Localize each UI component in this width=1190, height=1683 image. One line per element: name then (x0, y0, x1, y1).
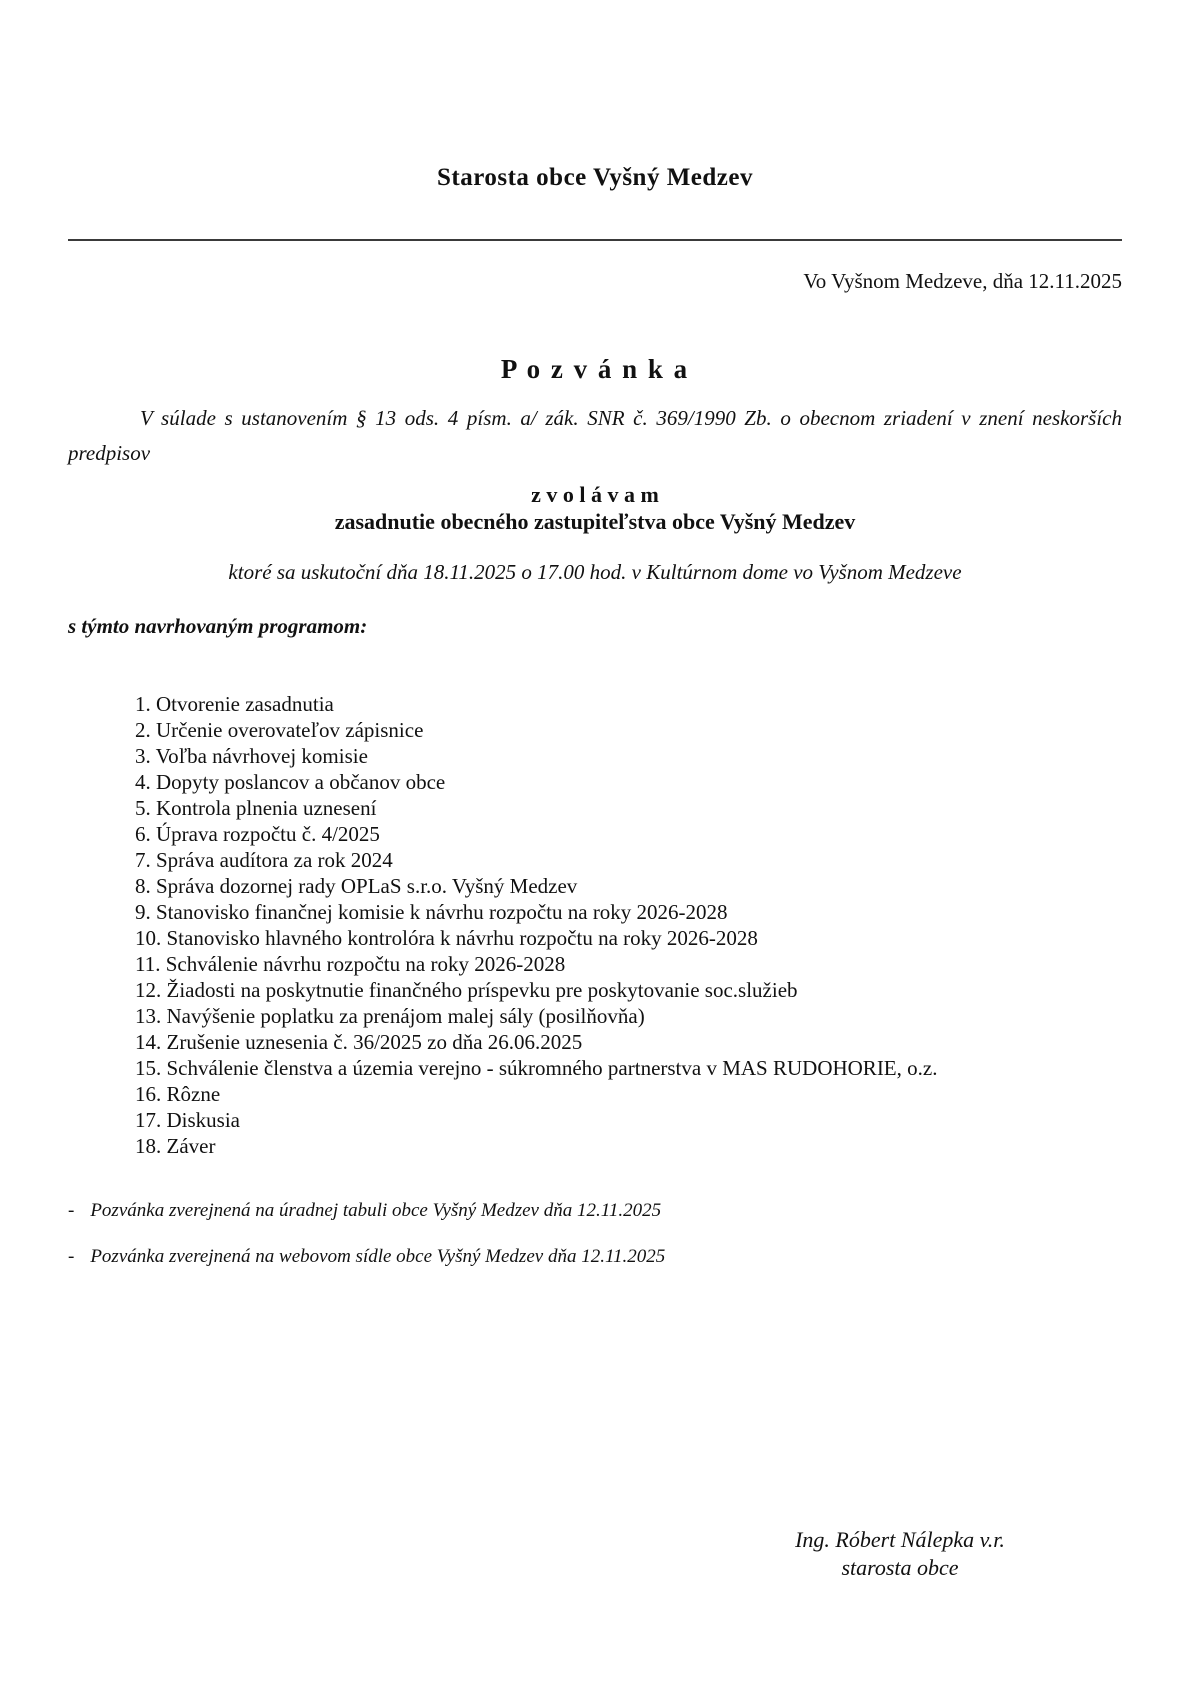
program-item: 14. Zrušenie uznesenia č. 36/2025 zo dňa 26.06.2025 (135, 1030, 583, 1054)
letterhead-divider (68, 239, 1122, 241)
convoke-line: z v o l á v a m (531, 482, 659, 507)
signature-name: Ing. Róbert Nálepka v.r. (795, 1527, 1005, 1552)
program-item: 13. Navýšenie poplatku za prenájom malej sály (posilňovňa) (135, 1004, 645, 1028)
program-item: 15. Schválenie členstva a územia verejno - súkromného partnerstva v MAS RUDOHORIE, o.z. (135, 1056, 938, 1080)
publication-notes (68, 1199, 1122, 1269)
program-item: 7. Správa audítora za rok 2024 (135, 848, 393, 872)
program-item: 5. Kontrola plnenia uznesení (135, 796, 377, 820)
session-subject-line: zasadnutie obecného zastupiteľstva obce Vyšný Medzev (334, 509, 856, 534)
session-datetime-line: ktoré sa uskutoční dňa 18.11.2025 o 17.00 hod. v Kultúrnom dome vo Vyšnom Medzeve (228, 560, 962, 584)
signature-role: starosta obce (841, 1555, 959, 1580)
program-item: 3. Voľba návrhovej komisie (135, 744, 368, 768)
program-item: 6. Úprava rozpočtu č. 4/2025 (135, 822, 380, 846)
note-dash: - (68, 1246, 75, 1267)
program-item: 9. Stanovisko finančnej komisie k návrhu rozpočtu na roky 2026-2028 (135, 900, 728, 924)
note-text: Pozvánka zverejnená na úradnej tabuli obce Vyšný Medzev dňa 12.11.2025 (90, 1200, 662, 1221)
document-title: P o z v á n k a (500, 354, 690, 384)
program-item: 2. Určenie overovateľov zápisnice (135, 718, 424, 742)
program-label: s týmto navrhovaným programom: (68, 614, 368, 638)
legal-intro-paragraph: V súlade s ustanovením § 13 ods. 4 písm. a/ zák. SNR č. 369/1990 Zb. o obecnom zriadení v znení neskorších predpisov (68, 406, 1122, 465)
program-item: 12. Žiadosti na poskytnutie finančného príspevku pre poskytovanie soc.služieb (135, 978, 798, 1002)
place-date-line: Vo Vyšnom Medzeve, dňa 12.11.2025 (803, 269, 1122, 293)
note-text: Pozvánka zverejnená na webovom sídle obce Vyšný Medzev dňa 12.11.2025 (90, 1246, 666, 1267)
program-item: 18. Záver (135, 1134, 216, 1158)
program-item: 10. Stanovisko hlavného kontrolóra k návrhu rozpočtu na roky 2026-2028 (135, 926, 758, 950)
signature-block (640, 1526, 1160, 1582)
program-item: 17. Diskusia (135, 1108, 240, 1132)
program-item: 4. Dopyty poslancov a občanov obce (135, 770, 446, 794)
publication-note (68, 1199, 1122, 1223)
program-list (135, 691, 1122, 1159)
program-item: 11. Schválenie návrhu rozpočtu na roky 2026-2028 (135, 952, 566, 976)
program-item: 16. Rôzne (135, 1082, 221, 1106)
program-item: 1. Otvorenie zasadnutia (135, 692, 334, 716)
publication-note (68, 1245, 1122, 1269)
note-dash: - (68, 1200, 75, 1221)
letterhead-title: Starosta obce Vyšný Medzev (436, 164, 753, 191)
program-item: 8. Správa dozornej rady OPLaS s.r.o. Vyšný Medzev (135, 874, 578, 898)
